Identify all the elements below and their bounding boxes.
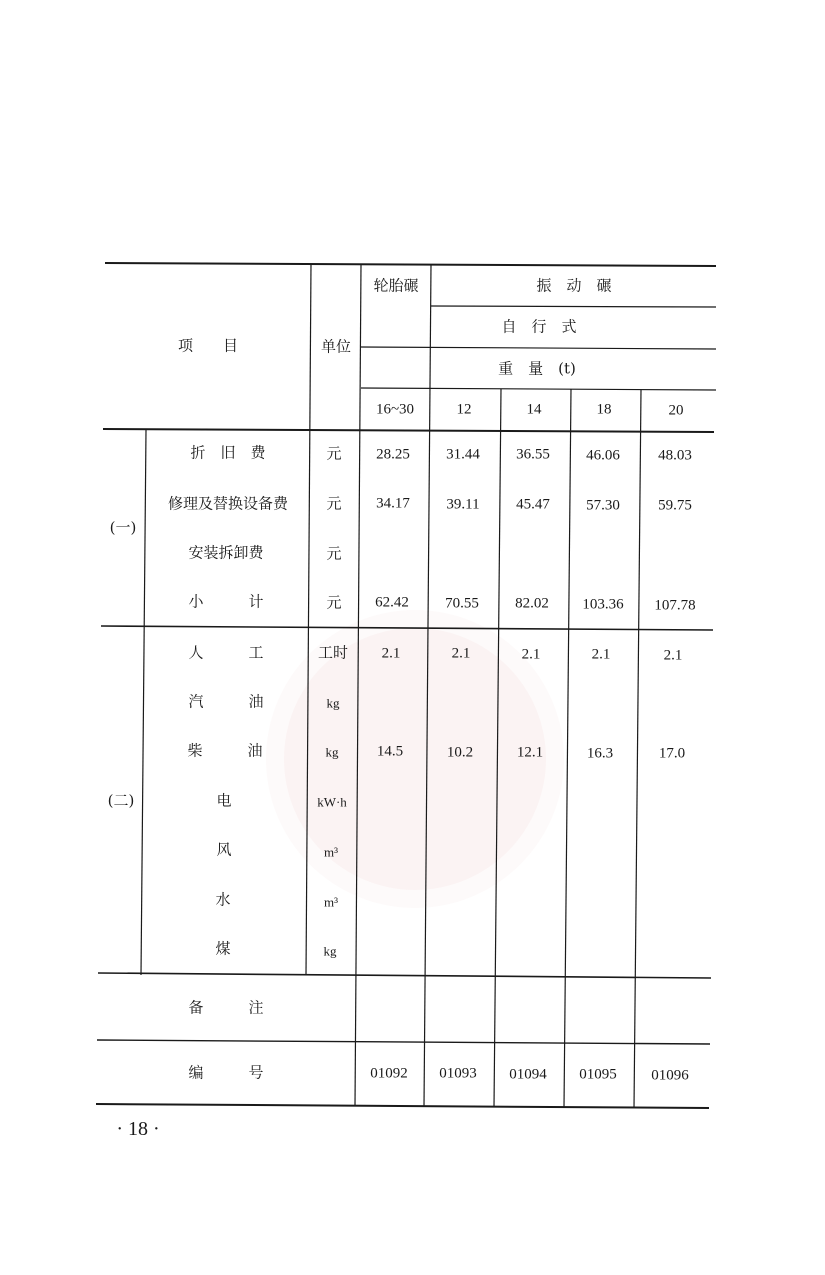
cell-value: 59.75 [658,497,692,514]
cell-value: 2.1 [521,646,541,663]
cell-value: 16.3 [586,745,614,762]
size-header: 14 [526,401,542,418]
cell-value: 46.06 [586,447,620,464]
row-label: 小 计 [188,592,264,611]
cell-value: 2.1 [451,645,471,662]
row-unit: 工时 [317,643,349,662]
cell-value: 62.42 [375,594,409,611]
cell-value: 14.5 [376,743,404,760]
cell-value: 12.1 [516,744,544,761]
cell-value: 2.1 [663,647,683,664]
row-label: 电 [216,791,232,810]
cell-value: 31.44 [446,446,480,463]
row-unit: 元 [326,593,342,612]
row-label: 安装拆卸费 [188,543,264,562]
cell-value: 2.1 [591,646,611,663]
vibratory-roller-header: 振 动 碾 [536,276,612,295]
row-unit: kW·h [317,794,347,810]
cell-value: 36.55 [516,446,550,463]
cell-value: 70.55 [445,595,479,612]
row-label: 人 工 [188,643,264,662]
code-value: 01093 [439,1065,477,1082]
row-unit: 元 [326,544,342,563]
cell-value: 39.11 [446,496,480,513]
weight-header: 重 量 (t) [498,359,576,378]
row-label: 柴 油 [187,741,263,760]
self-propelled-header: 自 行 式 [501,317,577,336]
section-1-label: (一) [109,518,137,537]
row-label: 水 [215,890,231,909]
cell-value: 17.0 [658,745,686,762]
row-label: 折 旧 费 [190,443,266,462]
page-number: · 18 · [116,1118,160,1140]
cell-value: 45.47 [516,496,550,513]
row-unit: 元 [326,494,342,513]
size-header: 16~30 [375,401,415,418]
cell-value: 10.2 [446,744,474,761]
size-header: 12 [456,401,472,418]
section-2-label: (二) [107,791,135,810]
row-label: 煤 [215,939,231,958]
cell-value: 34.17 [376,495,410,512]
item-header: 项 目 [177,336,239,355]
row-unit: m³ [323,844,339,860]
row-label: 汽 油 [188,692,264,711]
codes-label: 编 号 [188,1063,264,1082]
cell-value: 103.36 [582,596,624,613]
size-header: 20 [668,402,684,419]
cell-value: 2.1 [381,645,401,662]
row-label: 风 [216,840,232,859]
code-value: 01092 [370,1065,408,1082]
code-value: 01095 [579,1066,617,1083]
row-label: 修理及替换设备费 [167,494,289,513]
cell-value: 48.03 [658,447,692,464]
size-header: 18 [596,401,612,418]
remarks-label: 备 注 [188,998,264,1017]
code-value: 01094 [509,1066,547,1083]
tire-roller-header: 轮胎碾 [373,276,419,295]
cell-value: 107.78 [654,597,696,614]
unit-header: 单位 [320,337,352,356]
cell-value: 82.02 [515,595,549,612]
row-unit: kg [326,695,340,711]
row-unit: kg [323,943,337,959]
cell-value: 57.30 [586,497,620,514]
row-unit: m³ [323,894,339,910]
code-value: 01096 [651,1067,689,1084]
row-unit: 元 [326,444,342,463]
row-unit: kg [325,744,339,760]
cell-value: 28.25 [376,446,410,463]
